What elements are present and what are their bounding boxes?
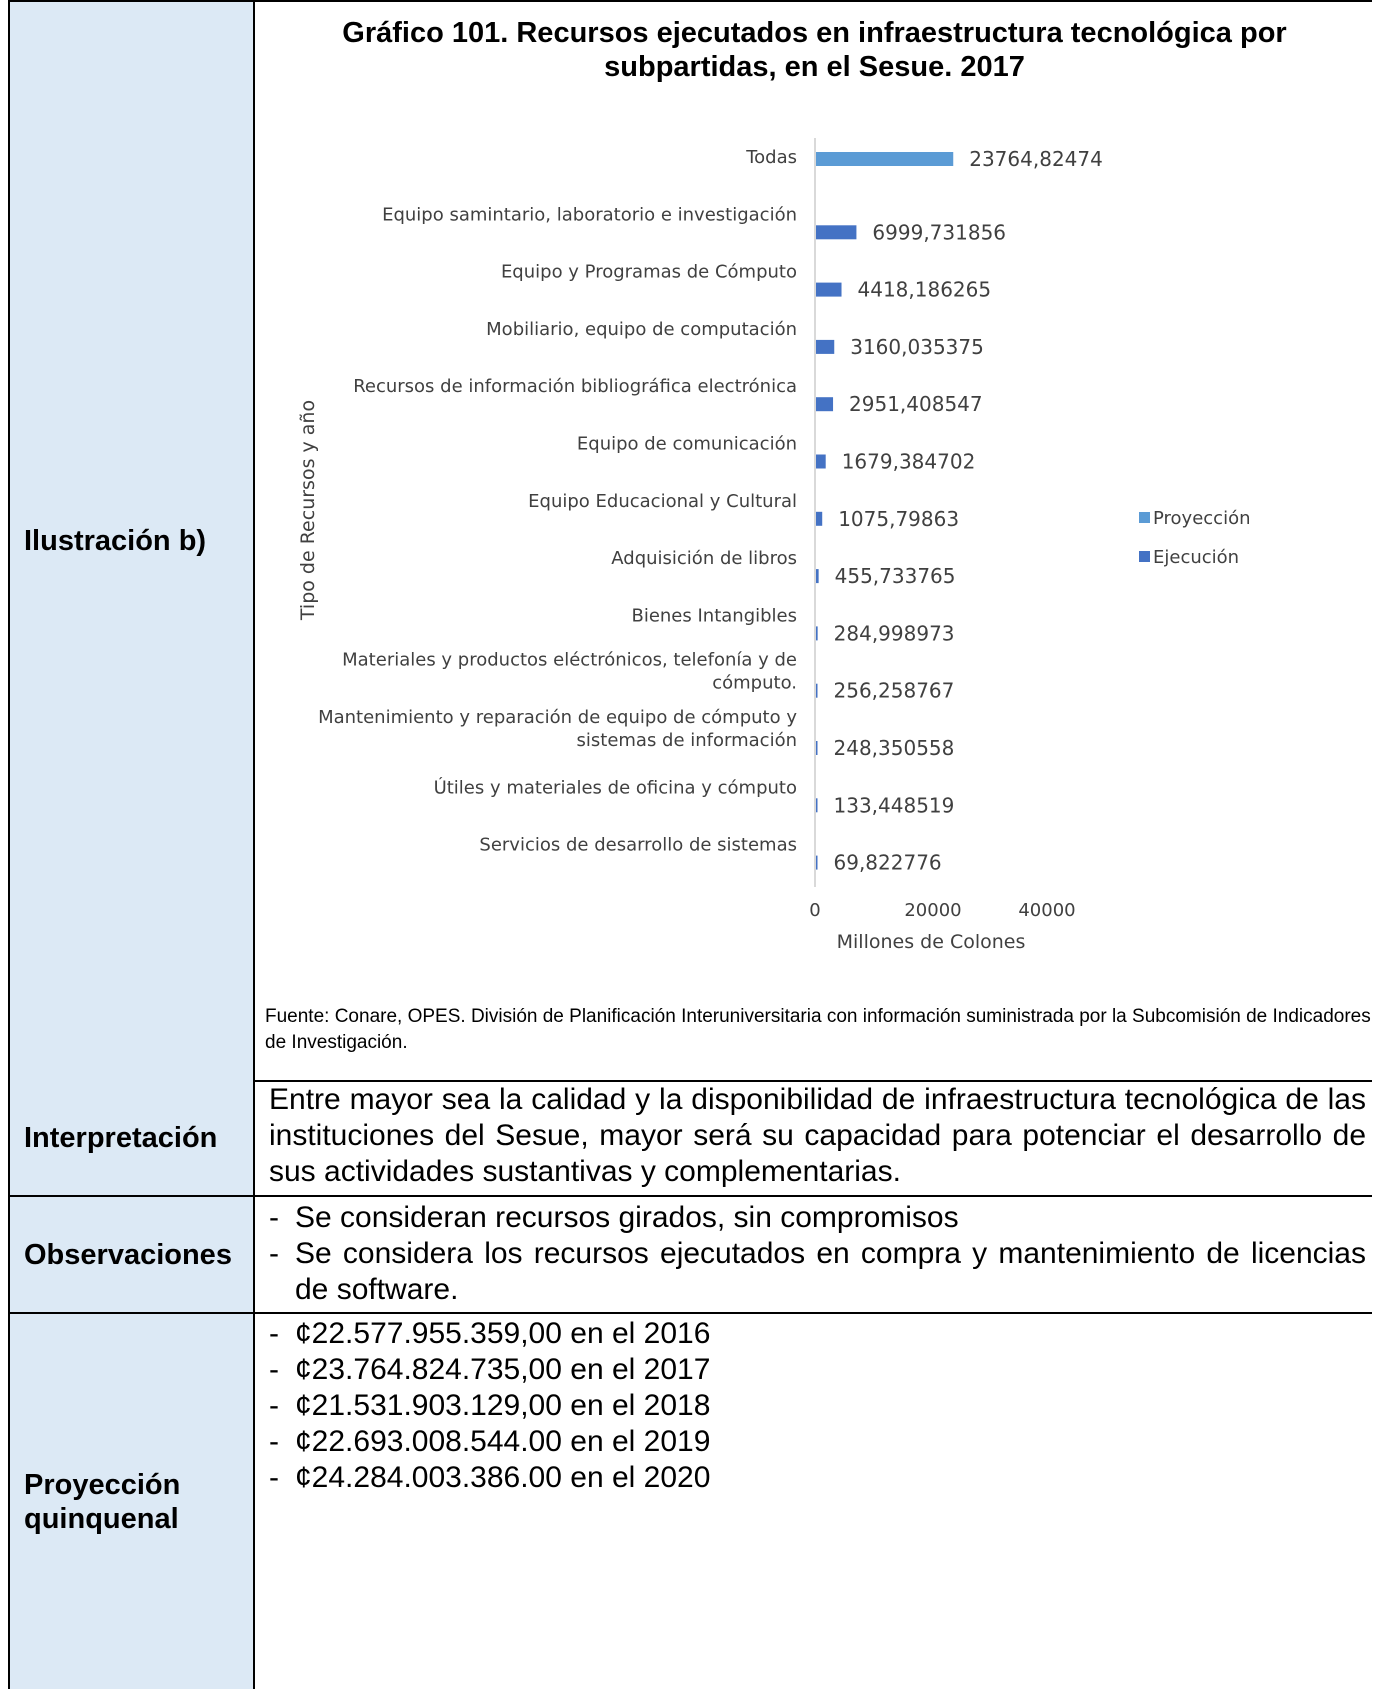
data-label: 6999,731856 bbox=[872, 220, 1007, 245]
interpretation-label: Interpretación bbox=[24, 1121, 218, 1154]
observations-label: Observaciones bbox=[24, 1238, 232, 1271]
data-label: 133,448519 bbox=[833, 793, 955, 818]
observation-item: - Se considera los recursos ejecutados en compra y mantenimiento de licencias de software. bbox=[269, 1236, 1366, 1308]
bar bbox=[816, 856, 818, 870]
y-axis-title: Tipo de Recursos y año bbox=[297, 399, 319, 621]
projection-cell bbox=[257, 1314, 1372, 1703]
data-label: 69,822776 bbox=[833, 850, 942, 875]
category-label: Bienes Intangibles bbox=[631, 605, 797, 627]
data-label: 1075,79863 bbox=[838, 506, 960, 531]
projection-label-cell bbox=[8, 1314, 255, 1689]
bar bbox=[816, 512, 822, 526]
data-label: 248,350558 bbox=[833, 736, 955, 760]
category-label: Mobiliario, equipo de computación bbox=[486, 318, 797, 340]
legend-label: Proyección bbox=[1153, 508, 1251, 529]
data-label: 2951,408547 bbox=[849, 392, 983, 417]
legend-label: Ejecución bbox=[1153, 547, 1240, 568]
bar bbox=[816, 340, 834, 354]
chart-source-note: Fuente: Conare, OPES. División de Planificación Interuniversitaria con información suministrada por la Subcomisión de Indicadores de Investigación. bbox=[265, 1006, 1371, 1053]
category-label: Equipo Educacional y Cultural bbox=[528, 490, 797, 512]
chart-title: Gráfico 101. Recursos ejecutados en infraestructura tecnológica por subpartidas, en el Sesue. 2017 bbox=[342, 17, 1287, 83]
bar bbox=[816, 684, 818, 698]
category-label: Útiles y materiales de oficina y cómputo bbox=[433, 777, 797, 799]
bar bbox=[816, 152, 953, 166]
projection-item: - ¢24.284.003.386.00 en el 2020 bbox=[269, 1460, 1366, 1496]
x-tick-label: 20000 bbox=[904, 900, 962, 921]
x-tick-label: 40000 bbox=[1018, 900, 1076, 921]
category-label: Equipo y Programas de Cómputo bbox=[500, 261, 797, 283]
data-label: 4418,186265 bbox=[857, 277, 992, 302]
data-label: 284,998973 bbox=[833, 621, 955, 646]
chart-cell bbox=[257, 2, 1372, 1080]
bar bbox=[816, 741, 818, 755]
projection-row bbox=[8, 1314, 1372, 1703]
observations-cell bbox=[257, 1197, 1372, 1312]
data-label: 1679,384702 bbox=[841, 449, 976, 474]
indicator-table bbox=[8, 0, 1372, 1703]
illustration-row bbox=[8, 0, 1372, 1082]
category-label: Equipo samintario, laboratorio e investigación bbox=[382, 204, 797, 226]
category-label: Equipo de comunicación bbox=[576, 433, 797, 455]
illustration-label-cell bbox=[8, 2, 255, 1080]
bar-chart bbox=[257, 2, 1372, 1002]
interpretation-cell bbox=[257, 1080, 1372, 1195]
projection-item: - ¢21.531.903.129,00 en el 2018 bbox=[269, 1388, 1366, 1424]
category-label: Mantenimiento y reparación de equipo de cómputo y sistemas de información bbox=[318, 707, 797, 751]
bar bbox=[816, 283, 842, 297]
data-label: 23764,82474 bbox=[969, 147, 1103, 171]
projection-label: Proyección quinquenal bbox=[24, 1468, 181, 1535]
data-label: 455,733765 bbox=[834, 564, 956, 589]
data-label: 256,258767 bbox=[833, 678, 955, 703]
category-label: Adquisición de libros bbox=[611, 548, 797, 570]
bar bbox=[816, 225, 856, 239]
legend-swatch bbox=[1139, 512, 1150, 523]
category-label: Recursos de información bibliográfica electrónica bbox=[353, 376, 797, 398]
category-label: Materiales y productos eléctrónicos, telefonía y de cómputo. bbox=[342, 649, 797, 694]
x-tick-label: 0 bbox=[809, 900, 821, 921]
interpretation-label-cell bbox=[8, 1080, 255, 1195]
projection-list bbox=[269, 1316, 1366, 1496]
observations-list bbox=[269, 1200, 1366, 1308]
observations-row bbox=[8, 1197, 1372, 1314]
data-label: 3160,035375 bbox=[850, 334, 984, 359]
observations-label-cell bbox=[8, 1197, 255, 1312]
bar bbox=[816, 455, 826, 469]
bar bbox=[816, 626, 818, 640]
category-label: Todas bbox=[746, 147, 797, 168]
illustration-label: Ilustración b) bbox=[24, 525, 207, 557]
projection-item: - ¢22.693.008.544.00 en el 2019 bbox=[269, 1424, 1366, 1460]
bar bbox=[816, 569, 819, 583]
bar bbox=[816, 397, 833, 411]
interpretation-text: Entre mayor sea la calidad y la disponibilidad de infraestructura tecnológica de las instituciones del Sesue, mayor será su capacidad para potenciar el desarrollo de sus actividades sustantivas y complementarias. bbox=[269, 1083, 1366, 1188]
category-label: Servicios de desarrollo de sistemas bbox=[479, 834, 797, 856]
x-axis-title: Millones de Colones bbox=[836, 931, 1026, 953]
bar bbox=[816, 798, 818, 812]
observation-item: - Se consideran recursos girados, sin compromisos bbox=[269, 1200, 1366, 1236]
projection-item: - ¢22.577.955.359,00 en el 2016 bbox=[269, 1316, 1366, 1352]
legend-swatch bbox=[1139, 551, 1150, 562]
projection-item: - ¢23.764.824.735,00 en el 2017 bbox=[269, 1352, 1366, 1388]
interpretation-row bbox=[8, 1080, 1372, 1197]
